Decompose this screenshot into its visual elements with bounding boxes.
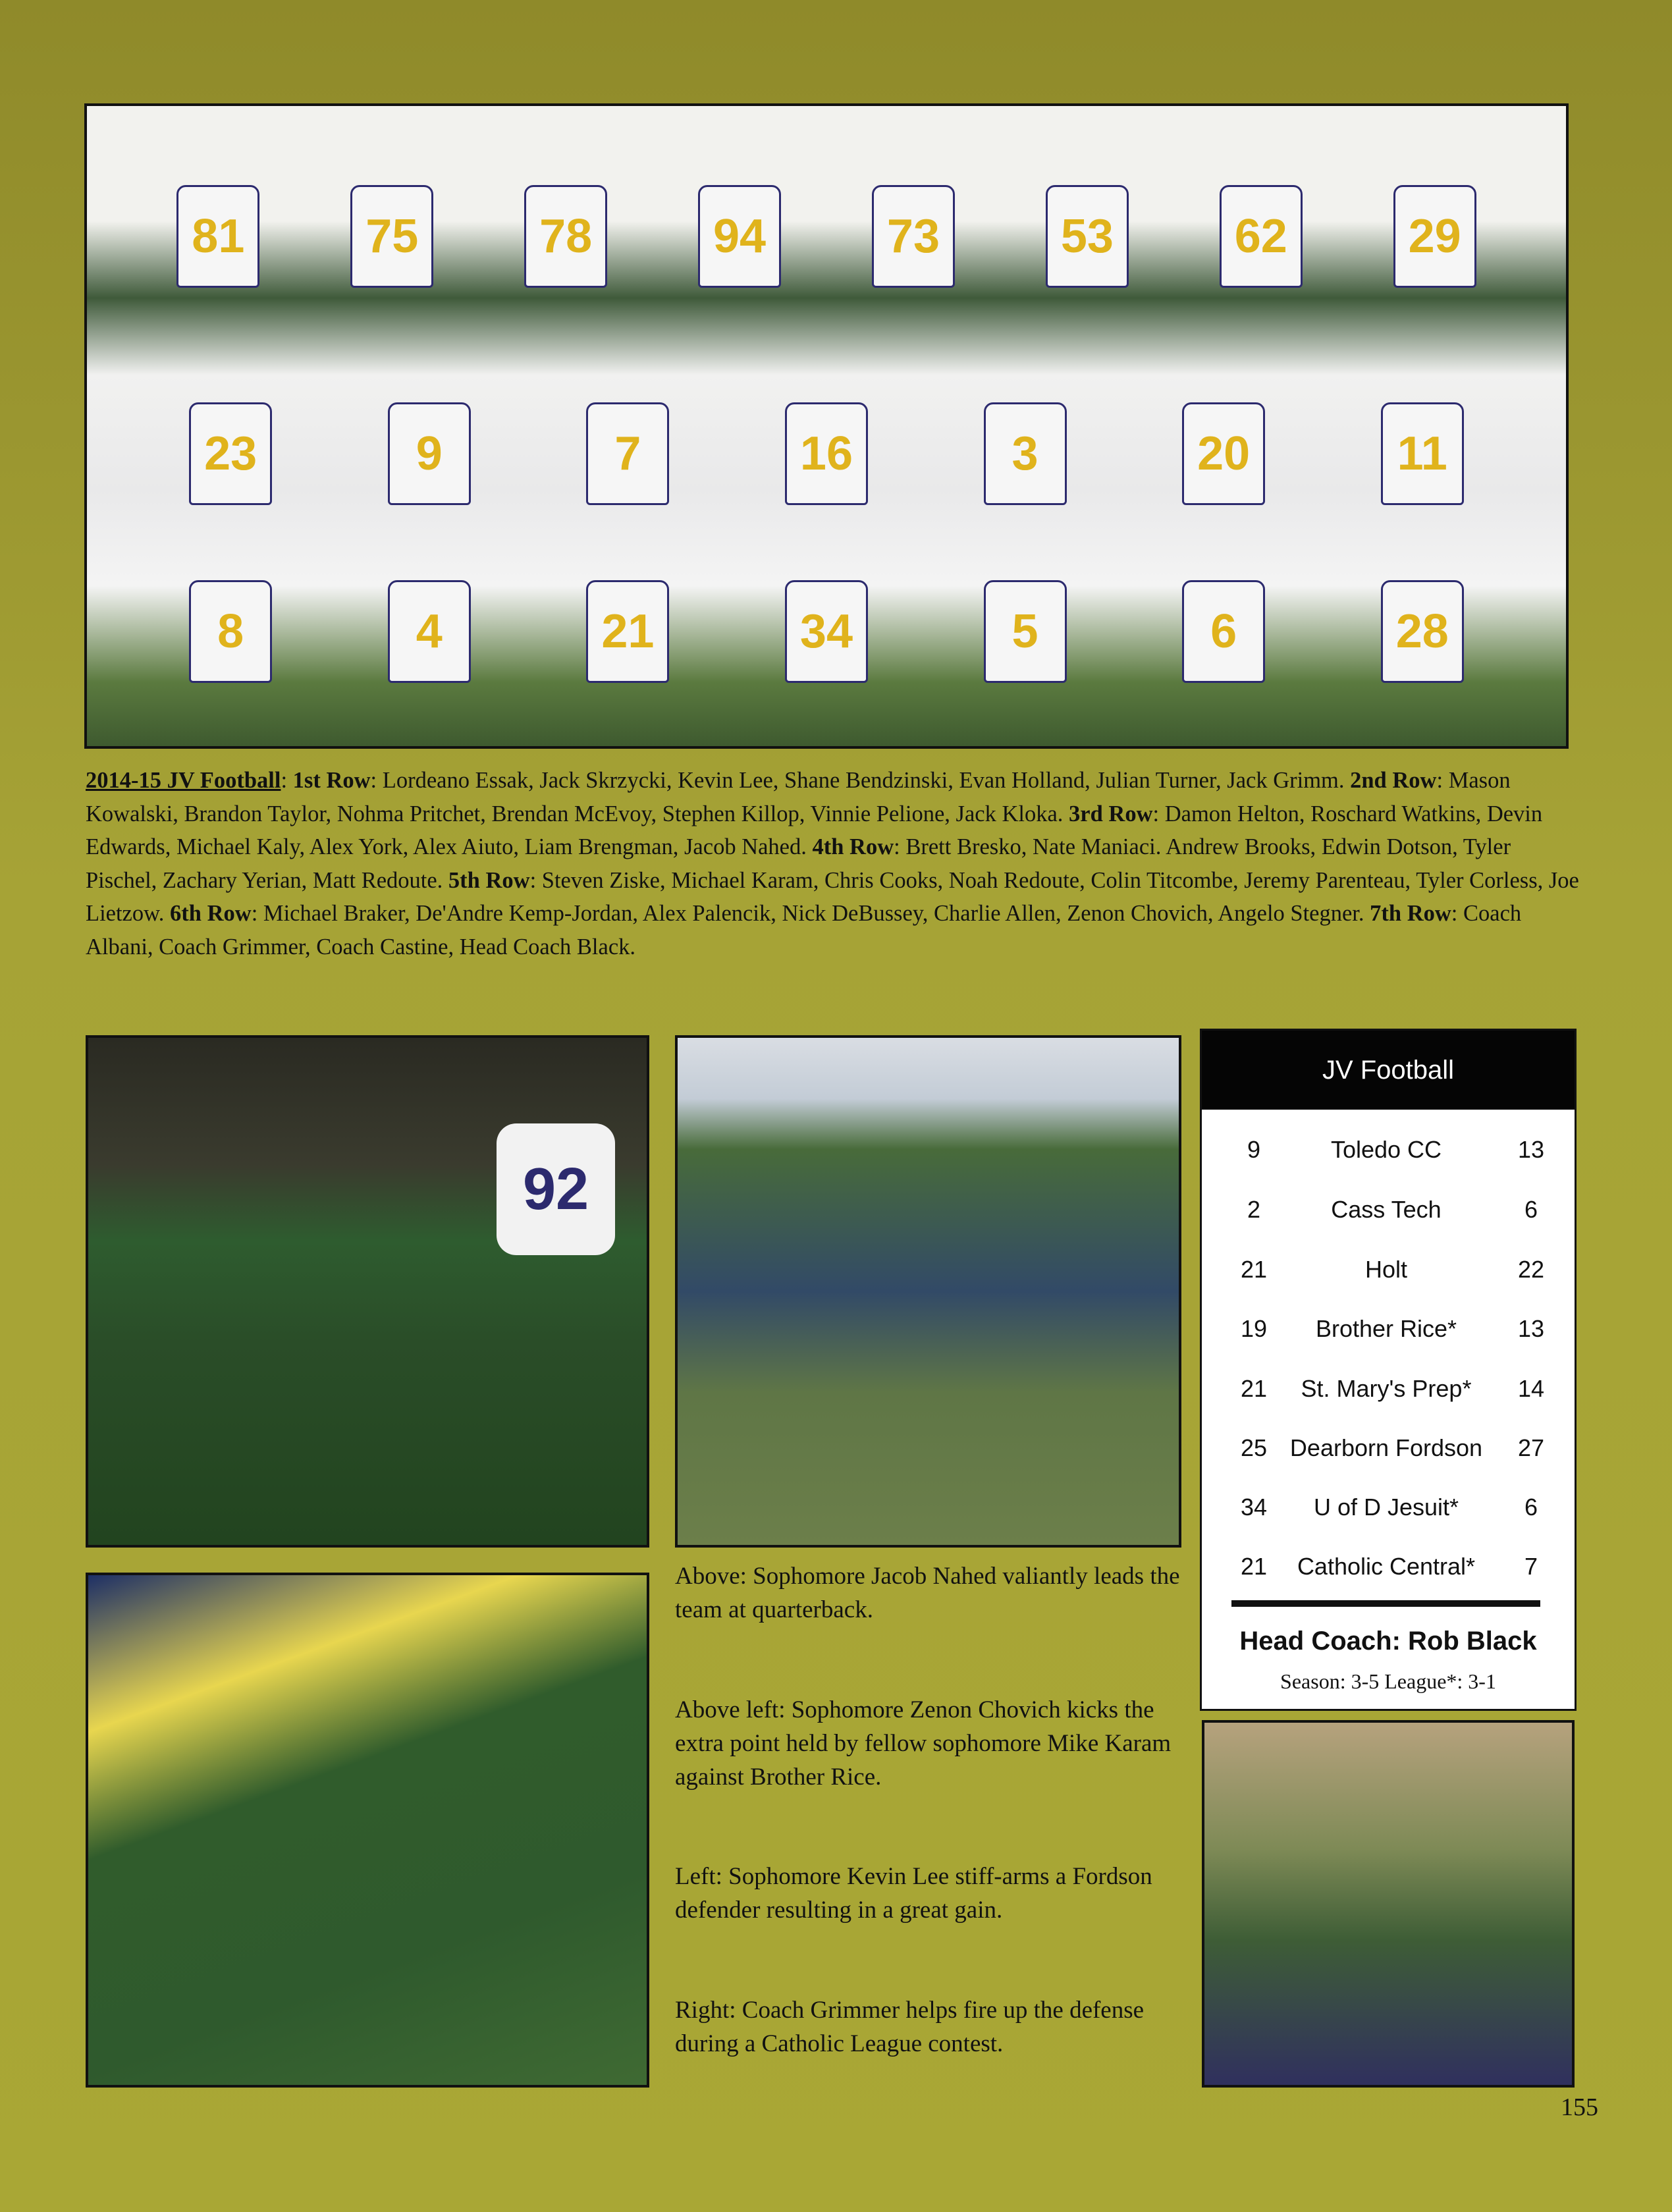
- opponent-score: 14: [1517, 1375, 1545, 1402]
- caption-kick: Above left: Sophomore Zenon Chovich kicks the extra point held by fellow sophomore Mike Karam against Brother Rice.: [675, 1696, 1172, 1791]
- head-coach: Head Coach: Rob Black: [1239, 1627, 1537, 1656]
- coach-photo: [1202, 1720, 1575, 2088]
- jersey: 23: [189, 402, 272, 505]
- kicker-jersey: 92: [497, 1123, 615, 1255]
- jersey-row-mid: [131, 402, 1521, 505]
- opponent-score: 13: [1517, 1315, 1545, 1342]
- opponent-score: 27: [1517, 1434, 1545, 1461]
- team-photo: [84, 103, 1569, 749]
- row-label: 1st Row: [292, 768, 371, 793]
- roster-heading: 2014-15 JV Football: [86, 768, 281, 793]
- row-names: Brett Bresko, Nate Maniaci. Andrew Brooks, Edwin Dotson, Tyler Pischel, Zachary Yerian, Matt Redoute.: [86, 834, 1511, 893]
- jersey: 7: [586, 402, 669, 505]
- row-label: 6th Row: [170, 901, 252, 926]
- row-names: Coach Albani, Coach Grimmer, Coach Castine, Head Coach Black.: [86, 901, 1522, 959]
- our-score: 25: [1240, 1434, 1268, 1461]
- jersey: 8: [189, 580, 272, 683]
- jersey: 28: [1381, 580, 1464, 683]
- jersey: 9: [388, 402, 471, 505]
- opponent-score: 13: [1517, 1136, 1545, 1163]
- caption-stiff-arm: Left: Sophomore Kevin Lee stiff-arms a Fordson defender resulting in a great gain.: [675, 1863, 1152, 1924]
- our-score: 34: [1240, 1494, 1268, 1521]
- quarterback-photo: [675, 1035, 1181, 1548]
- opponent-score: 6: [1524, 1196, 1538, 1223]
- row-label: 2nd Row: [1350, 768, 1437, 793]
- opponent-name: Brother Rice*: [1315, 1315, 1457, 1342]
- our-score: 2: [1247, 1196, 1261, 1223]
- opponent-score: 6: [1524, 1494, 1538, 1521]
- jersey: 81: [176, 185, 259, 288]
- opponent-name: Holt: [1364, 1256, 1408, 1283]
- opponent-name: Catholic Central*: [1297, 1553, 1476, 1580]
- row-label: 5th Row: [448, 867, 530, 893]
- row-names: Damon Helton, Roschard Watkins, Devin Edwards, Michael Kaly, Alex York, Alex Aiuto, Liam Brengman, Jacob Nahed.: [86, 801, 1543, 859]
- row-names: Mason Kowalski, Brandon Taylor, Nohma Pritchet, Brendan McEvoy, Stephen Killop, Vinnie Pelione, Jack Kloka.: [86, 768, 1511, 826]
- jersey: 73: [872, 185, 955, 288]
- season-record: Season: 3-5 League*: 3-1: [1280, 1669, 1496, 1693]
- jersey: 62: [1220, 185, 1303, 288]
- score-row: [1202, 1553, 1575, 1592]
- jersey-row-back: [131, 185, 1521, 288]
- jersey: 5: [984, 580, 1067, 683]
- our-score: 9: [1247, 1136, 1261, 1163]
- opponent-score: 22: [1517, 1256, 1545, 1283]
- kick-photo: [86, 1035, 649, 1548]
- row-label: 3rd Row: [1069, 801, 1153, 826]
- caption-quarterback: Above: Sophomore Jacob Nahed valiantly leads the team at quarterback.: [675, 1563, 1180, 1623]
- our-score: 21: [1240, 1553, 1268, 1580]
- score-row: [1202, 1434, 1575, 1474]
- scoreboard-title: JV Football: [1202, 1031, 1575, 1110]
- jersey: 78: [524, 185, 607, 288]
- opponent-name: U of D Jesuit*: [1313, 1494, 1459, 1521]
- jersey: 3: [984, 402, 1067, 505]
- jersey: 75: [350, 185, 433, 288]
- opponent-score: 7: [1524, 1553, 1538, 1580]
- opponent-name: Dearborn Fordson: [1289, 1434, 1483, 1461]
- opponent-name: St. Mary's Prep*: [1301, 1375, 1472, 1402]
- jersey: 4: [388, 580, 471, 683]
- score-row: [1202, 1196, 1575, 1235]
- opponent-name: Cass Tech: [1331, 1196, 1442, 1223]
- jersey: 29: [1393, 185, 1476, 288]
- jersey: 94: [698, 185, 781, 288]
- score-row: [1202, 1494, 1575, 1533]
- jersey: 6: [1182, 580, 1265, 683]
- our-score: 21: [1240, 1256, 1268, 1283]
- jersey: 11: [1381, 402, 1464, 505]
- score-row: [1202, 1136, 1575, 1175]
- jersey: 16: [785, 402, 868, 505]
- jersey: 53: [1046, 185, 1129, 288]
- jersey: 34: [785, 580, 868, 683]
- row-names: Steven Ziske, Michael Karam, Chris Cooks, Noah Redoute, Colin Titcombe, Jeremy Parenteau, Tyler Corless, Joe Lietzow.: [86, 867, 1579, 926]
- jersey-row-front: [131, 580, 1521, 683]
- jersey: 20: [1182, 402, 1265, 505]
- our-score: 19: [1240, 1315, 1268, 1342]
- row-names: Michael Braker, De'Andre Kemp-Jordan, Alex Palencik, Nick DeBussey, Charlie Allen, Zenon Chovich, Angelo Stegner.: [263, 901, 1364, 926]
- our-score: 21: [1240, 1375, 1268, 1402]
- score-row: [1202, 1375, 1575, 1415]
- row-label: 7th Row: [1370, 901, 1451, 926]
- score-row: [1202, 1315, 1575, 1355]
- row-label: 4th Row: [812, 834, 894, 859]
- jersey: 21: [586, 580, 669, 683]
- team-roster-caption: 2014-15 JV Football: 1st Row: Lordeano Essak, Jack Skrzycki, Kevin Lee, Shane Bendzinski, Evan Holland, Julian Turner, Jack Grimm. 2nd Row: Mason Kowalski, Brandon Taylor, Nohma Pritchet, Brendan McEvoy, Stephen Killop, Vinnie Pelione, Jack Kloka. 3rd Row: Damon Helton, Roschard Watkins, Devin Edwards, Michael Kaly, Alex York, Alex Aiuto, Liam Brengman, Jacob Nahed. 4th Row: Brett Bresko, Nate Maniaci. Andrew Brooks, Edwin Dotson, Tyler Pischel, Zachary Yerian, Matt Redoute. 5th Row: Steven Ziske, Michael Karam, Chris Cooks, Noah Redoute, Colin Titcombe, Jeremy Parenteau, Tyler Corless, Joe Lietzow. 6th Row: Michael Braker, De'Andre Kemp-Jordan, Alex Palencik, Nick DeBussey, Charlie Allen, Zenon Chovich, Angelo Stegner. 7th Row: Coach Albani, Coach Grimmer, Coach Castine, Head Coach Black.: [86, 768, 1579, 959]
- stiff-arm-photo: [86, 1573, 649, 2088]
- caption-coach: Right: Coach Grimmer helps fire up the defense during a Catholic League contest.: [675, 1997, 1145, 2057]
- divider: [1231, 1600, 1540, 1607]
- page-number: 155: [1561, 2093, 1598, 2121]
- row-names: Lordeano Essak, Jack Skrzycki, Kevin Lee, Shane Bendzinski, Evan Holland, Julian Turner, Jack Grimm.: [382, 768, 1345, 793]
- opponent-name: Toledo CC: [1330, 1136, 1442, 1163]
- scoreboard: [1200, 1029, 1577, 1711]
- score-row: [1202, 1256, 1575, 1295]
